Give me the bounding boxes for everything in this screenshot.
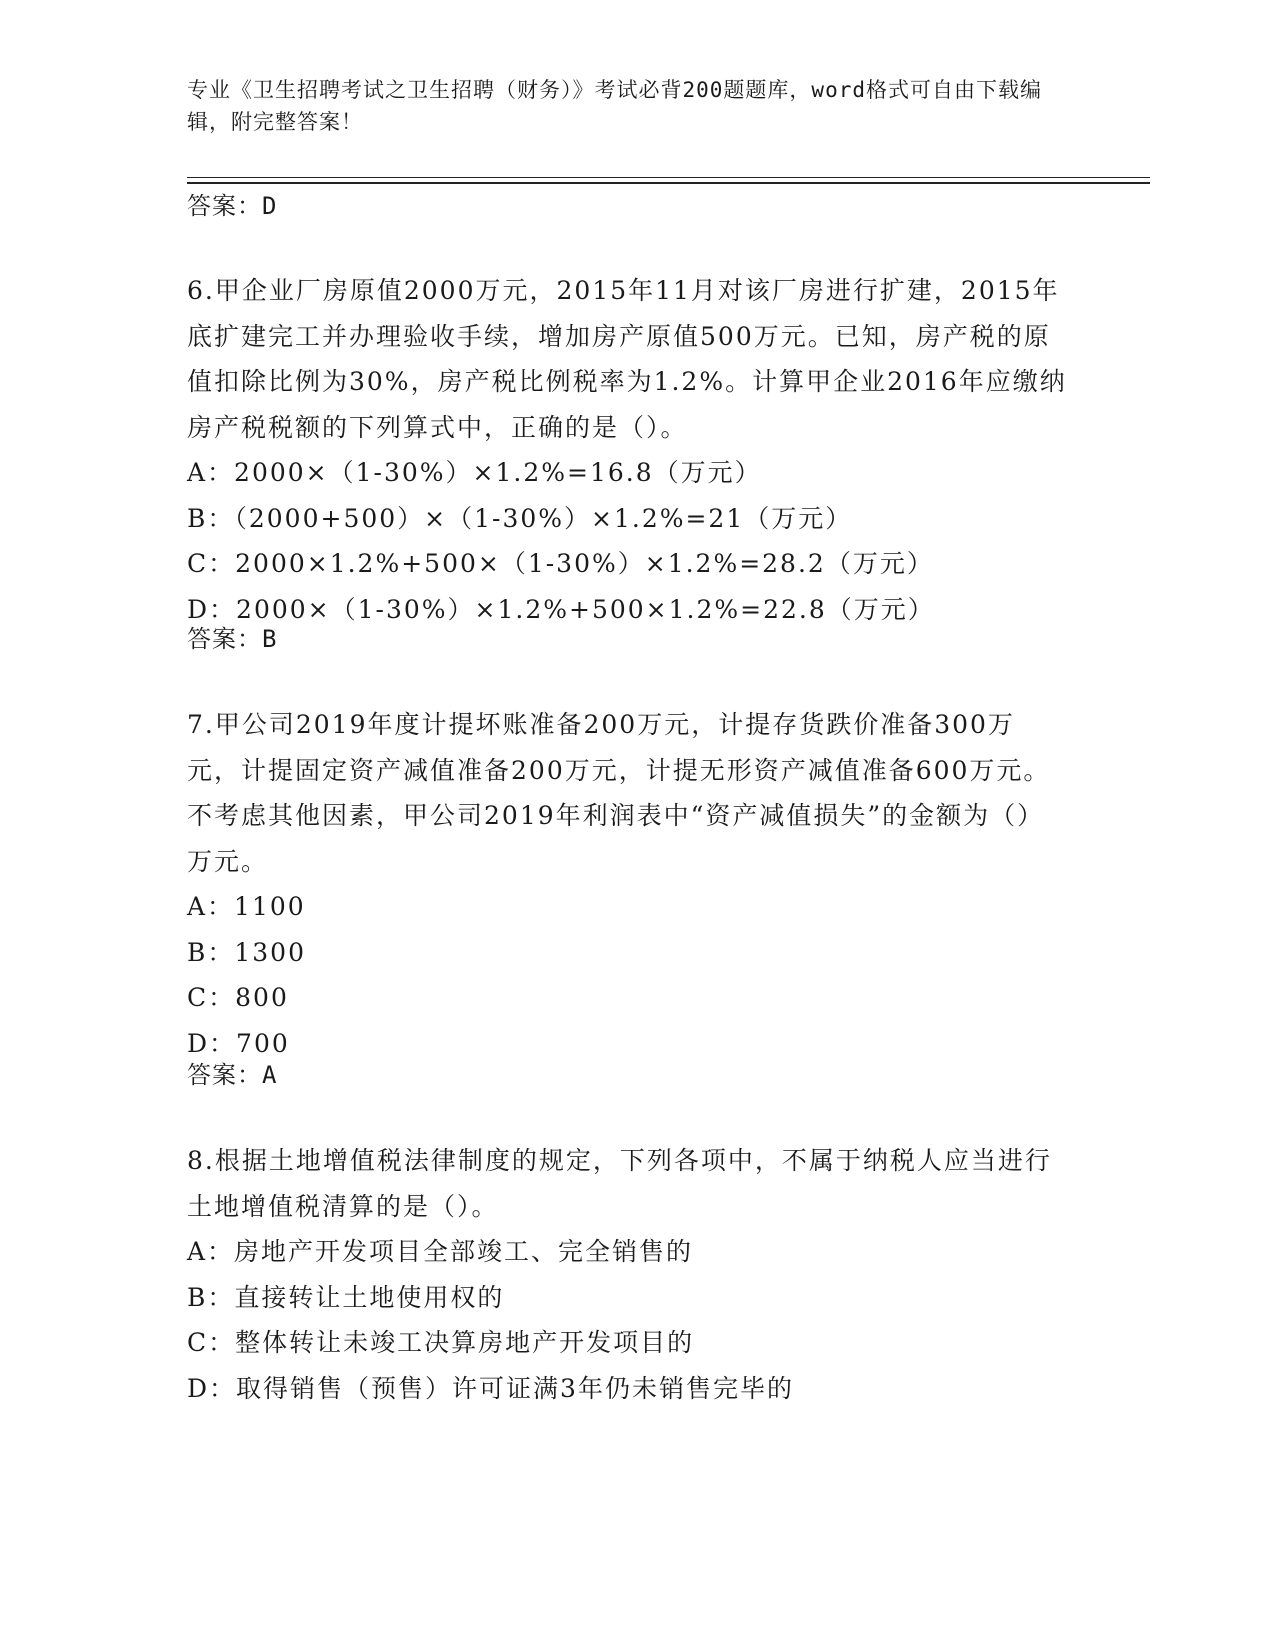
answer-6: 答案：B bbox=[187, 625, 278, 653]
answer-7: 答案：A bbox=[187, 1061, 278, 1089]
question-6 bbox=[187, 268, 1067, 632]
option-b: B：1300 bbox=[187, 937, 306, 967]
header-rule-thick bbox=[187, 182, 1150, 184]
option-c: C：整体转让未竣工决算房地产开发项目的 bbox=[187, 1328, 695, 1357]
question-text: 8.根据土地增值税法律制度的规定，下列各项中，不属于纳税人应当进行土地增值税清算的是（）。 bbox=[187, 1146, 1052, 1221]
option-c: C：800 bbox=[187, 983, 289, 1012]
previous-answer: 答案：D bbox=[187, 192, 278, 220]
option-b: B：（2000+500）×（1-30%）×1.2%=21（万元） bbox=[187, 503, 853, 533]
question-text: 6.甲企业厂房原值2000万元，2015年11月对该厂房进行扩建，2015年底扩建完工并办理验收手续，增加房产原值500万元。已知，房产税的原值扣除比例为30%，房产税比例税率为1.2%。计算甲企业2016年应缴纳房产税税额的下列算式中，正确的是（）。 bbox=[187, 276, 1067, 442]
header-rule-thin bbox=[187, 177, 1150, 178]
option-d: D：2000×（1-30%）×1.2%+500×1.2%=22.8（万元） bbox=[187, 594, 935, 624]
option-a: A：2000×（1-30%）×1.2%=16.8（万元） bbox=[187, 458, 762, 487]
option-b: B：直接转让土地使用权的 bbox=[187, 1282, 505, 1312]
option-d: D：取得销售（预售）许可证满3年仍未销售完毕的 bbox=[187, 1373, 794, 1403]
option-d: D：700 bbox=[187, 1028, 290, 1058]
document-header bbox=[187, 74, 1067, 138]
option-a: A：1100 bbox=[187, 892, 306, 921]
option-a: A：房地产开发项目全部竣工、完全销售的 bbox=[187, 1237, 694, 1266]
question-8 bbox=[187, 1138, 1067, 1411]
header-text: 专业《卫生招聘考试之卫生招聘（财务）》考试必背200题题库，word格式可自由下载编辑，附完整答案！ bbox=[187, 78, 1042, 134]
question-text: 7.甲公司2019年度计提坏账准备200万元，计提存货跌价准备300万元，计提固定资产减值准备200万元，计提无形资产减值准备600万元。不考虑其他因素，甲公司2019年利润表中“资产减值损失”的金额为（）万元。 bbox=[187, 710, 1051, 876]
option-c: C：2000×1.2%+500×（1-30%）×1.2%=28.2（万元） bbox=[187, 549, 934, 578]
question-7 bbox=[187, 702, 1067, 1066]
